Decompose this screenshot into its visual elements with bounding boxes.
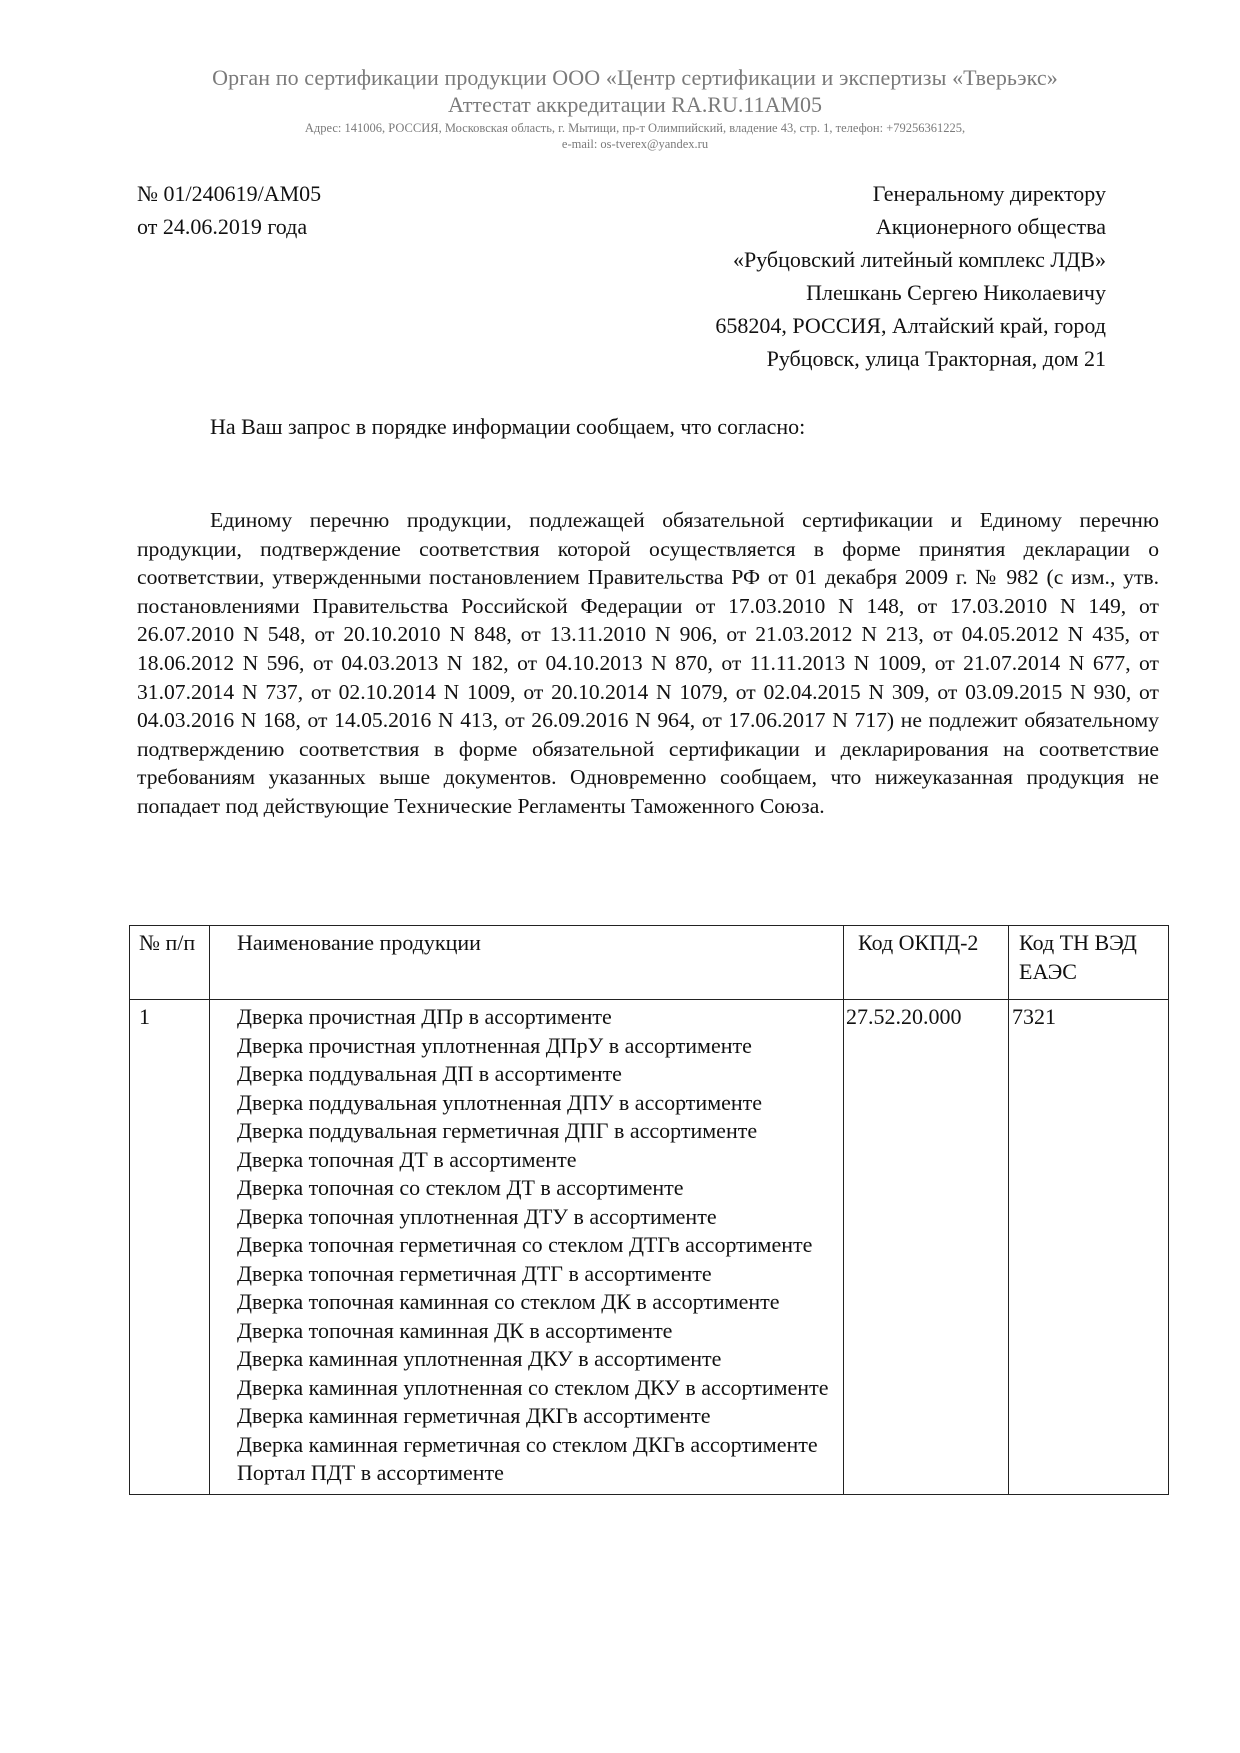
- product-item: Дверка прочистная уплотненная ДПрУ в ассортименте: [237, 1032, 752, 1058]
- intro-sentence: На Ваш запрос в порядке информации сообщаем, что согласно:: [210, 414, 806, 439]
- letterhead-accreditation: Аттестат аккредитации RA.RU.11AM05: [447, 92, 823, 117]
- letterhead: [140, 64, 1130, 152]
- product-item: Дверка топочная ДТ в ассортименте: [237, 1146, 577, 1172]
- row-number: 1: [130, 1000, 210, 1495]
- product-item: Дверка топочная герметичная ДТГ в ассортименте: [237, 1260, 712, 1286]
- product-item: Дверка топочная со стеклом ДТ в ассортименте: [237, 1175, 684, 1200]
- product-item: Дверка топочная каминная ДК в ассортименте: [237, 1317, 673, 1343]
- body-paragraph: Единому перечню продукции, подлежащей обязательной сертификации и Единому перечню продукции, подтверждение соответствия которой осуществляется в форме принятия декларации о соответствии, утвержденными постановлением Правительства РФ от 01 декабря 2009 г. № 982 (с изм., утв. постановлениями Правительства Российской Федерации от 17.03.2010 N 148, от 17.03.2010 N 149, от 26.07.2010 N 548, от 20.10.2010 N 848, от 13.11.2010 N 906, от 21.03.2012 N 213, от 04.05.2012 N 435, от 18.06.2012 N 596, от 04.03.2013 N 182, от 04.10.2013 N 870, от 11.11.2013 N 1009, от 21.07.2014 N 677, от 31.07.2014 N 737, от 02.10.2014 N 1009, от 20.10.2014 N 1079, от 02.04.2015 N 309, от 03.09.2015 N 930, от 04.03.2016 N 168, от 14.05.2016 N 413, от 26.09.2016 N 964, от 17.06.2017 N 717) не подлежит обязательному подтверждению соответствия в форме обязательной сертификации и декларирования на соответствие требованиям указанных выше документов. Одновременно сообщаем, что нижеуказанная продукция не попадает под действующие Технические Регламенты Таможенного Союза.: [137, 508, 1159, 818]
- row-product-list: [210, 1000, 844, 1495]
- document-reference: [137, 177, 321, 243]
- reference-date: от 24.06.2019 года: [137, 214, 308, 239]
- table-row: [130, 1000, 1169, 1495]
- product-item: Дверка каминная герметичная ДКГв ассортименте: [237, 1403, 711, 1428]
- product-item: Портал ПДТ в ассортименте: [237, 1460, 504, 1485]
- addressee-line: «Рубцовский литейный комплекс ЛДВ»: [732, 247, 1106, 272]
- row-tn-ved-code: 7321: [1009, 1000, 1169, 1495]
- reference-number: № 01/240619/АМ05: [137, 181, 322, 206]
- addressee-line: Акционерного общества: [875, 214, 1106, 239]
- table-header-row: [130, 926, 1169, 1000]
- addressee-line: 658204, РОССИЯ, Алтайский край, город: [715, 313, 1106, 338]
- header-tn-ved-code: Код ТН ВЭД ЕАЭС: [1009, 926, 1169, 1000]
- product-item: Дверка поддувальная уплотненная ДПУ в ассортименте: [237, 1089, 763, 1115]
- product-item: Дверка поддувальная ДП в ассортименте: [237, 1061, 622, 1086]
- product-item: Дверка топочная каминная со стеклом ДК в ассортименте: [237, 1289, 780, 1314]
- product-item: Дверка поддувальная герметичная ДПГ в ассортименте: [237, 1118, 758, 1143]
- letterhead-address: Адрес: 141006, РОССИЯ, Московская область, г. Мытищи, пр-т Олимпийский, владение 43, стр. 1, телефон: +79256361225,: [304, 121, 966, 135]
- header-product-name: Наименование продукции: [210, 926, 844, 1000]
- addressee-line: Рубцовск, улица Тракторная, дом 21: [766, 346, 1106, 371]
- header-number: № п/п: [130, 926, 210, 1000]
- product-item: Дверка каминная уплотненная ДКУ в ассортименте: [237, 1346, 722, 1371]
- header-okpd-code: Код ОКПД-2: [844, 926, 1009, 1000]
- products-table-wrapper: [129, 925, 1169, 1495]
- addressee-block: [715, 177, 1106, 375]
- addressee-line: Плешкань Сергею Николаевичу: [806, 280, 1106, 305]
- product-item: Дверка прочистная ДПр в ассортименте: [237, 1004, 612, 1029]
- product-item: Дверка каминная уплотненная со стеклом ДКУ в ассортименте: [237, 1374, 829, 1400]
- addressee-line: Генеральному директору: [872, 181, 1106, 206]
- products-table: [129, 925, 1169, 1495]
- product-item: Дверка каминная герметичная со стеклом ДКГв ассортименте: [237, 1431, 818, 1457]
- letterhead-email: e-mail: os-tverex@yandex.ru: [561, 137, 709, 151]
- product-item: Дверка топочная уплотненная ДТУ в ассортименте: [237, 1203, 717, 1229]
- letterhead-organization: Орган по сертификации продукции ООО «Центр сертификации и экспертизы «Тверьэкс»: [212, 65, 1058, 90]
- product-item: Дверка топочная герметичная со стеклом ДТГв ассортименте: [237, 1232, 813, 1257]
- row-okpd-code: 27.52.20.000: [844, 1000, 1009, 1495]
